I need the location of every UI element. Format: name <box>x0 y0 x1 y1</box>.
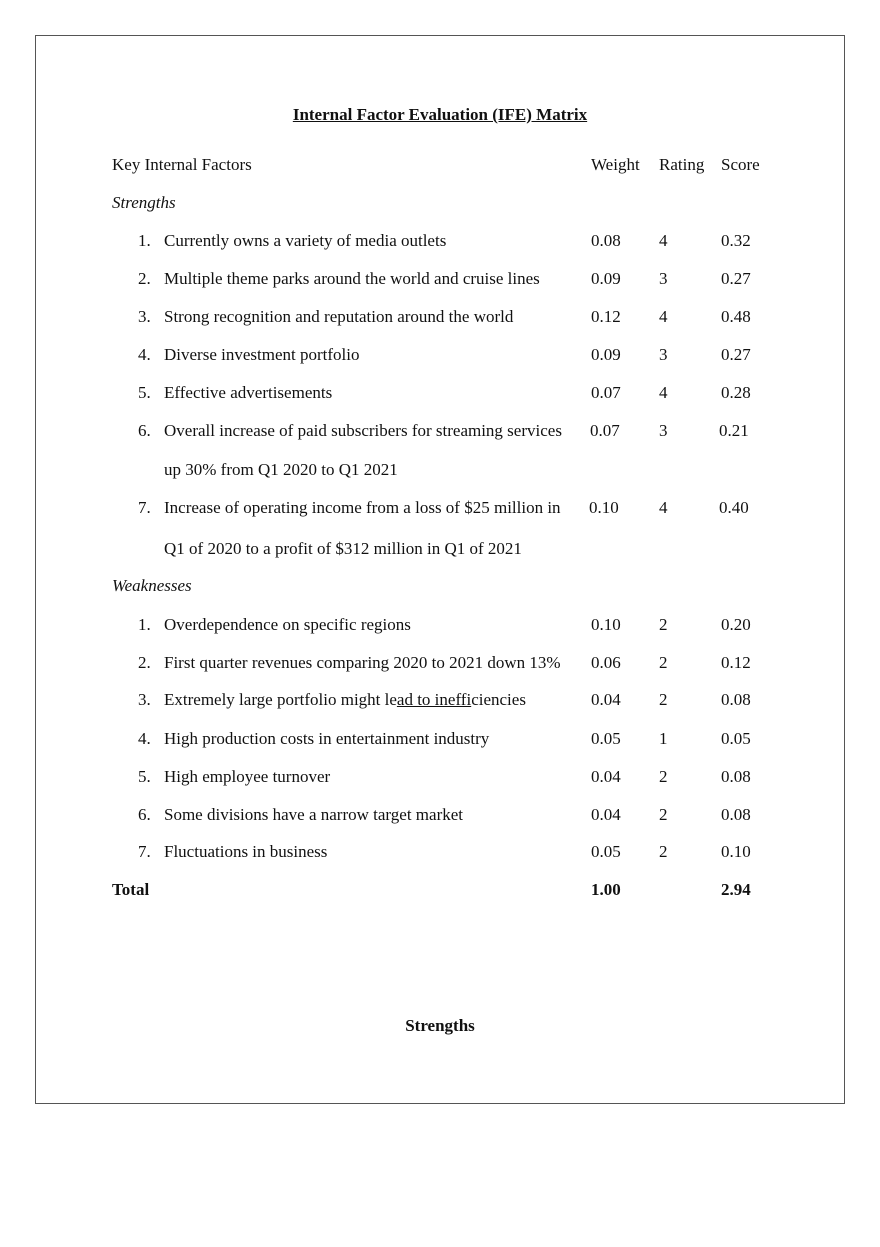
strength-text: Diverse investment portfolio <box>164 345 360 364</box>
weakness-weight: 0.04 <box>591 690 621 709</box>
strength-weight: 0.07 <box>591 383 621 402</box>
strength-text: Strong recognition and reputation around the world <box>164 307 514 326</box>
strength-rating: 4 <box>659 383 668 402</box>
total-label: Total <box>112 880 150 899</box>
weakness-weight: 0.05 <box>591 842 621 861</box>
strength-score: 0.48 <box>721 307 751 326</box>
strength-number: 3. <box>138 307 151 326</box>
weakness-text <box>164 690 526 710</box>
strength-number: 2. <box>138 269 151 288</box>
weakness-text: High production costs in entertainment industry <box>164 729 490 748</box>
weakness-number: 5. <box>138 767 151 786</box>
strengths-label: Strengths <box>112 193 176 212</box>
weakness-text: Fluctuations in business <box>164 842 328 861</box>
weakness-number: 1. <box>138 615 151 634</box>
weakness-score: 0.12 <box>721 653 751 672</box>
weakness-score: 0.20 <box>721 615 751 634</box>
strength-score: 0.28 <box>721 383 751 402</box>
strength-rating: 3 <box>659 269 668 288</box>
weakness-weight: 0.04 <box>591 805 621 824</box>
strength-rating: 4 <box>659 231 668 250</box>
strength-number: 4. <box>138 345 151 364</box>
strength-text: Effective advertisements <box>164 383 333 402</box>
weakness-number: 7. <box>138 842 151 861</box>
strength-number: 1. <box>138 231 151 250</box>
weakness-text: First quarter revenues comparing 2020 to 2021 down 13% <box>164 653 561 672</box>
document-title: Internal Factor Evaluation (IFE) Matrix <box>292 105 588 124</box>
weakness-rating: 2 <box>659 615 668 634</box>
weakness-score: 0.10 <box>721 842 751 861</box>
strength-weight: 0.07 <box>590 421 620 440</box>
weakness-text-part: ciencies <box>471 690 526 709</box>
strength-score: 0.27 <box>721 269 751 288</box>
strength-text: Multiple theme parks around the world and cruise lines <box>164 269 540 288</box>
weakness-weight: 0.05 <box>591 729 621 748</box>
strength-text: Overall increase of paid subscribers for streaming services <box>164 421 562 440</box>
strength-weight: 0.09 <box>591 345 621 364</box>
weakness-text: High employee turnover <box>164 767 331 786</box>
strength-number: 6. <box>138 421 151 440</box>
strength-score: 0.32 <box>721 231 751 250</box>
weakness-text: Overdependence on specific regions <box>164 615 411 634</box>
weakness-score: 0.08 <box>721 690 751 709</box>
weakness-text-underlined: ad to ineffi <box>396 690 472 709</box>
strength-rating: 4 <box>659 307 668 326</box>
weakness-rating: 2 <box>659 653 668 672</box>
strength-weight: 0.12 <box>591 307 621 326</box>
weakness-score: 0.05 <box>721 729 751 748</box>
weakness-number: 4. <box>138 729 151 748</box>
weakness-number: 2. <box>138 653 151 672</box>
header-score: Score <box>721 155 760 174</box>
weakness-text-part: Extremely large portfolio might le <box>164 690 397 709</box>
strength-weight: 0.08 <box>591 231 621 250</box>
weakness-number: 6. <box>138 805 151 824</box>
strength-weight: 0.09 <box>591 269 621 288</box>
strength-rating: 3 <box>659 345 668 364</box>
weakness-rating: 2 <box>659 690 668 709</box>
weaknesses-label: Weaknesses <box>112 576 192 595</box>
weakness-number: 3. <box>138 690 151 709</box>
total-score: 2.94 <box>721 880 751 899</box>
weakness-score: 0.08 <box>721 767 751 786</box>
strength-text: Increase of operating income from a loss of $25 million in <box>164 498 561 517</box>
section-heading: Strengths <box>405 1016 475 1035</box>
weakness-rating: 2 <box>659 767 668 786</box>
weakness-weight: 0.04 <box>591 767 621 786</box>
weakness-rating: 2 <box>659 842 668 861</box>
strength-score: 0.21 <box>719 421 749 440</box>
strength-number: 7. <box>138 498 151 517</box>
strength-score: 0.27 <box>721 345 751 364</box>
strength-rating: 3 <box>659 421 668 440</box>
strength-number: 5. <box>138 383 151 402</box>
strength-text: Currently owns a variety of media outlets <box>164 231 447 250</box>
strength-rating: 4 <box>659 498 668 517</box>
header-rating: Rating <box>659 155 705 174</box>
weakness-text: Some divisions have a narrow target market <box>164 805 463 824</box>
strength-text-continued: up 30% from Q1 2020 to Q1 2021 <box>164 460 398 479</box>
total-weight: 1.00 <box>591 880 621 899</box>
strength-weight: 0.10 <box>589 498 619 517</box>
header-weight: Weight <box>591 155 640 174</box>
strength-text-continued: Q1 of 2020 to a profit of $312 million in Q1 of 2021 <box>164 539 522 558</box>
weakness-weight: 0.10 <box>591 615 621 634</box>
header-factors: Key Internal Factors <box>112 155 252 174</box>
strength-score: 0.40 <box>719 498 749 517</box>
weakness-rating: 2 <box>659 805 668 824</box>
weakness-rating: 1 <box>659 729 668 748</box>
weakness-weight: 0.06 <box>591 653 621 672</box>
weakness-score: 0.08 <box>721 805 751 824</box>
